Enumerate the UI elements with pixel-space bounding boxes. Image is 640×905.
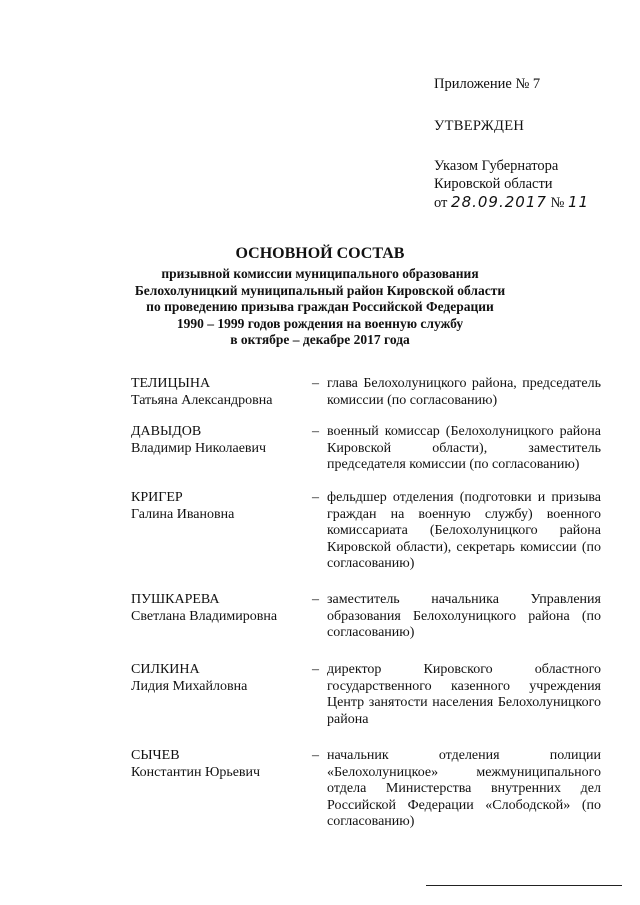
member-name: [131, 424, 309, 457]
member-entry: [131, 748, 601, 831]
heading-line: призывной комиссии муниципального образования: [161, 266, 479, 281]
decree-line-2: Кировской области: [434, 176, 553, 192]
handwritten-number: 11: [568, 193, 590, 211]
member-surname: СЫЧЕВ: [131, 748, 180, 763]
heading-line: по проведению призыва граждан Российской Федерации: [146, 299, 494, 314]
member-role: фельдшер отделения (подготовки и призыва граждан на военную службу) военного комиссариата (Белохолуницкого района Кировской области), секретарь комиссии (по согласованию): [327, 490, 601, 571]
member-entry: [131, 592, 601, 662]
member-surname: КРИГЕР: [131, 490, 183, 505]
member-given-names: Лидия Михайловна: [131, 678, 248, 694]
member-entry: [131, 424, 601, 490]
member-surname: ДАВЫДОВ: [131, 424, 202, 439]
member-entry: [131, 376, 601, 424]
member-dash: –: [312, 662, 319, 677]
member-entry: [131, 490, 601, 592]
approval-block: [434, 75, 624, 212]
commission-members-list: [131, 376, 601, 831]
member-given-names: Татьяна Александровна: [131, 392, 273, 408]
member-surname: ПУШКАРЕВА: [131, 592, 220, 607]
member-name: [131, 748, 309, 781]
member-role: начальник отделения полиции «Белохолуницкое» межмуниципального отдела Министерства внутренних дел Российской Федерации «Слободской» (по согласованию): [327, 748, 601, 829]
number-prefix: №: [550, 195, 565, 211]
member-dash: –: [312, 748, 319, 763]
member-role: глава Белохолуницкого района, председатель комиссии (по согласованию): [327, 376, 601, 408]
heading-line: Белохолуницкий муниципальный район Кировской области: [134, 282, 506, 298]
member-dash: –: [312, 490, 319, 505]
handwritten-date: 28.09.2017: [451, 193, 547, 211]
decree-date-line: [434, 193, 624, 212]
annex-label: Приложение № 7: [434, 76, 541, 92]
footer-rule: [426, 885, 622, 886]
member-given-names: Светлана Владимировна: [131, 608, 278, 624]
member-dash: –: [312, 424, 319, 439]
member-name: [131, 490, 309, 523]
heading-title: ОСНОВНОЙ СОСТАВ: [235, 245, 405, 262]
member-name: [131, 592, 309, 625]
member-given-names: Константин Юрьевич: [131, 764, 261, 780]
heading-line: 1990 – 1999 годов рождения на военную службу: [176, 315, 464, 331]
member-role: заместитель начальника Управления образования Белохолуницкого района (по согласованию): [327, 592, 601, 640]
document-heading: [100, 244, 540, 349]
approved-label: УТВЕРЖДЕН: [434, 118, 525, 134]
member-dash: –: [312, 592, 319, 607]
date-prefix: от: [434, 195, 448, 211]
member-given-names: Владимир Николаевич: [131, 440, 267, 456]
member-dash: –: [312, 376, 319, 391]
member-entry: [131, 662, 601, 748]
member-name: [131, 662, 309, 695]
decree-line-1: Указом Губернатора: [434, 158, 559, 174]
heading-line: в октябре – декабре 2017 года: [230, 332, 410, 347]
member-given-names: Галина Ивановна: [131, 506, 235, 522]
member-surname: СИЛКИНА: [131, 662, 200, 677]
member-role: военный комиссар (Белохолуницкого района Кировской области), заместитель председателя комиссии (по согласованию): [327, 424, 601, 472]
member-name: [131, 376, 309, 409]
member-surname: ТЕЛИЦЫНА: [131, 376, 211, 391]
member-role: директор Кировского областного государственного казенного учреждения Центр занятости населения Белохолуницкого района: [327, 662, 601, 727]
